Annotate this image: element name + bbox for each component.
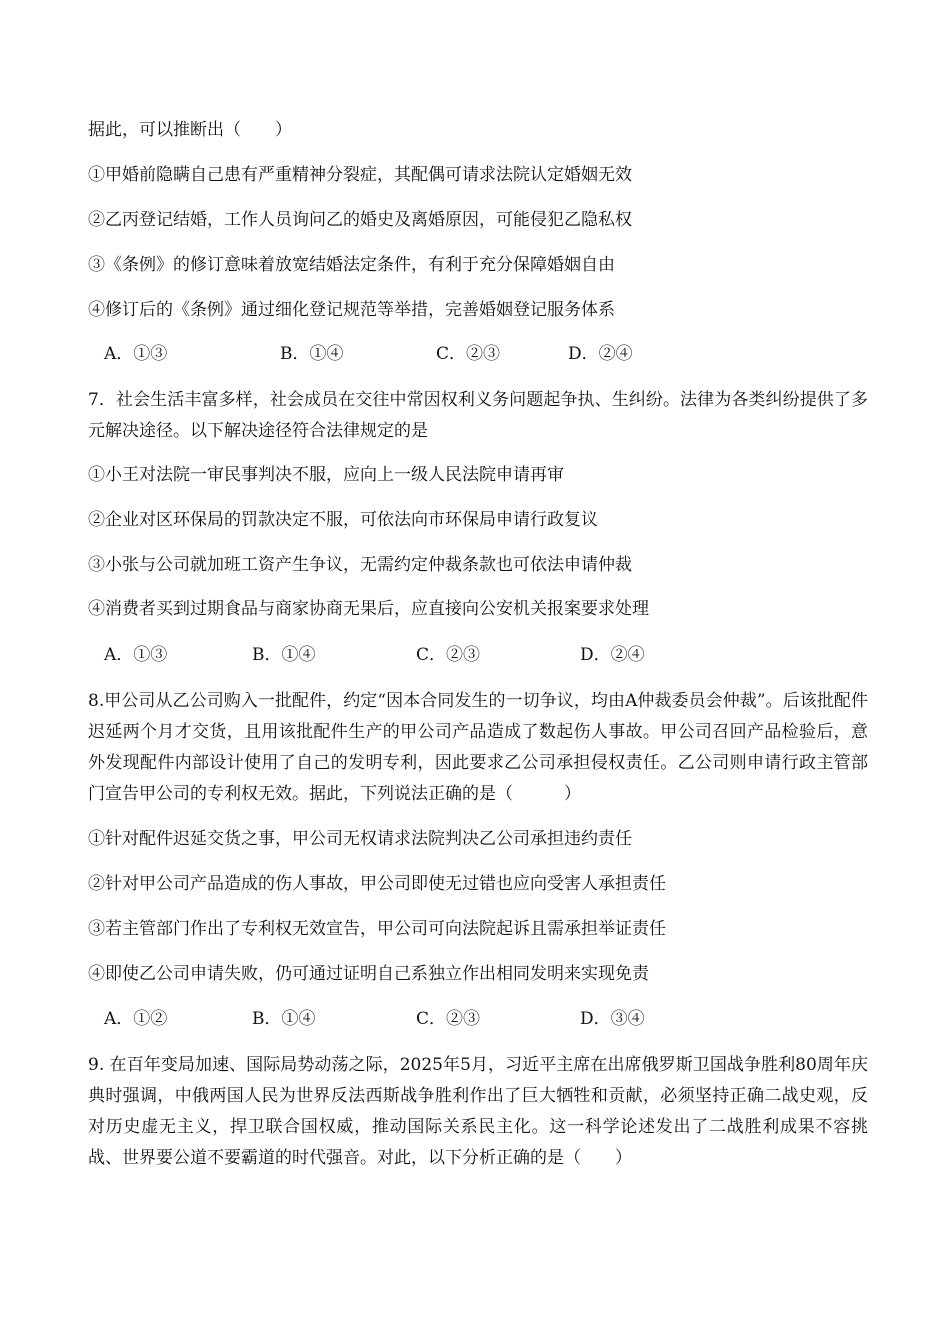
q7-stem: 7．社会生活丰富多样，社会成员在交往中常因权利义务问题起争执、生纠纷。法律为各类纠纷提供了多元解决途径。以下解决途径符合法律规定的是 xyxy=(88,390,868,441)
q7-option-a[interactable]: A．①③ xyxy=(104,645,168,665)
q6-option-c[interactable]: C．②③ xyxy=(436,344,501,364)
q6-item-1: ①甲婚前隐瞒自己患有严重精神分裂症，其配偶可请求法院认定婚姻无效 xyxy=(88,165,632,185)
q8-option-d[interactable]: D．③④ xyxy=(580,1009,645,1029)
q6-item-2: ②乙丙登记结婚，工作人员询问乙的婚史及离婚原因，可能侵犯乙隐私权 xyxy=(88,210,632,230)
q7-option-b[interactable]: B．①④ xyxy=(252,645,316,665)
q6-option-b[interactable]: B．①④ xyxy=(280,344,344,364)
q8-stem: 8.甲公司从乙公司购入一批配件，约定“因本合同发生的一切争议，均由A仲裁委员会仲裁”。后该批配件迟延两个月才交货，且用该批配件生产的甲公司产品造成了数起伤人事故。甲公司召回产品检验后，意外发现配件内部设计使用了自己的发明专利，因此要求乙公司承担侵权责任。乙公司则申请行政主管部门宣告甲公司的专利权无效。据此，下列说法正确的是（ ） xyxy=(88,691,868,804)
q8-item-1: ①针对配件迟延交货之事，甲公司无权请求法院判决乙公司承担违约责任 xyxy=(88,829,632,849)
q8-option-a[interactable]: A．①② xyxy=(104,1009,168,1029)
q7-item-4: ④消费者买到过期食品与商家协商无果后，应直接向公安机关报案要求处理 xyxy=(88,599,649,619)
q6-intro: 据此，可以推断出（ ） xyxy=(88,120,292,140)
q7-item-2: ②企业对区环保局的罚款决定不服，可依法向市环保局申请行政复议 xyxy=(88,510,598,530)
q7-item-3: ③小张与公司就加班工资产生争议，无需约定仲裁条款也可依法申请仲裁 xyxy=(88,555,632,575)
q6-option-a[interactable]: A．①③ xyxy=(104,344,168,364)
q6-item-4: ④修订后的《条例》通过细化登记规范等举措，完善婚姻登记服务体系 xyxy=(88,300,615,320)
q8-option-b[interactable]: B．①④ xyxy=(252,1009,316,1029)
q7-item-1: ①小王对法院一审民事判决不服，应向上一级人民法院申请再审 xyxy=(88,465,564,485)
q6-item-3: ③《条例》的修订意味着放宽结婚法定条件，有利于充分保障婚姻自由 xyxy=(88,255,615,275)
q8-item-3: ③若主管部门作出了专利权无效宣告，甲公司可向法院起诉且需承担举证责任 xyxy=(88,919,666,939)
q6-option-d[interactable]: D．②④ xyxy=(568,344,633,364)
q9-stem: 9. 在百年变局加速、国际局势动荡之际，2025年5月，习近平主席在出席俄罗斯卫国战争胜利80周年庆典时强调，中俄两国人民为世界反法西斯战争胜利作出了巨大牺牲和贡献，必须坚持正确二战史观，反对历史虚无主义，捍卫联合国权威，推动国际关系民主化。这一科学论述发出了二战胜利成果不容挑战、世界要公道不要霸道的时代强音。对此，以下分析正确的是（ ） xyxy=(88,1055,868,1168)
q7-option-c[interactable]: C．②③ xyxy=(416,645,481,665)
q8-option-c[interactable]: C．②③ xyxy=(416,1009,481,1029)
q8-item-4: ④即使乙公司申请失败，仍可通过证明自己系独立作出相同发明来实现免责 xyxy=(88,964,649,984)
q8-item-2: ②针对甲公司产品造成的伤人事故，甲公司即使无过错也应向受害人承担责任 xyxy=(88,874,666,894)
q7-option-d[interactable]: D．②④ xyxy=(580,645,645,665)
